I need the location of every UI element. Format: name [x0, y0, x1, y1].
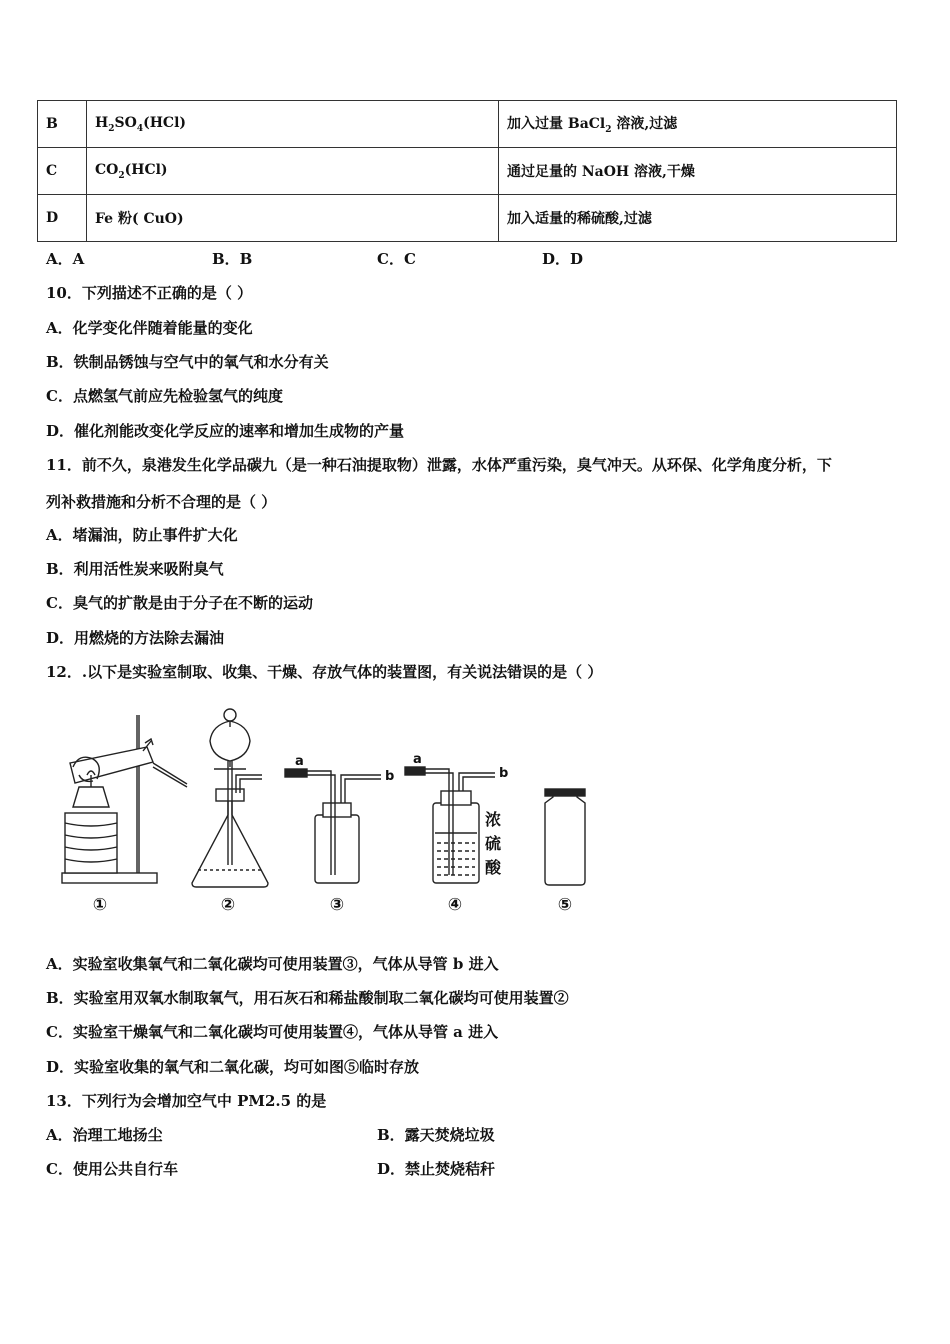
q11-option-d: D．用燃烧的方法除去漏油: [46, 629, 225, 647]
method-cell: 加入过量 BaCl$_2$ 溶液,过滤: [499, 101, 897, 148]
substance-cell: Fe 粉( CuO): [87, 195, 499, 242]
q13-option-a: A．治理工地扬尘: [46, 1126, 163, 1144]
q12-option-a: A．实验室收集氧气和二氧化碳均可使用装置③，气体从导管 b 进入: [46, 955, 499, 973]
q10-stem: 10．下列描述不正确的是（ ）: [46, 284, 253, 302]
q12-option-b: B．实验室用双氧水制取氧气，用石灰石和稀盐酸制取二氧化碳均可使用装置②: [46, 989, 569, 1007]
apparatus-label-5: ⑤: [557, 895, 573, 915]
row-label: D: [38, 195, 87, 242]
q10-option-b: B．铁制品锈蚀与空气中的氧气和水分有关: [46, 353, 329, 371]
row-label: C: [38, 148, 87, 195]
q13-option-b: B．露天焚烧垃圾: [377, 1126, 495, 1144]
q12-option-d: D．实验室收集的氧气和二氧化碳，均可如图⑤临时存放: [46, 1058, 420, 1076]
port-b-label: b: [385, 769, 395, 784]
apparatus-1-heating: [62, 715, 187, 915]
q9-option-d: D．D: [542, 250, 584, 268]
q10-option-d: D．催化剂能改变化学反应的速率和增加生成物的产量: [46, 422, 405, 440]
options-table: [37, 100, 897, 242]
q11-option-c: C．臭气的扩散是由于分子在不断的运动: [46, 594, 313, 612]
q11-stem-line1: 11．前不久，泉港发生化学品碳九（是一种石油提取物）泄露，水体严重污染，臭气冲天。从环保、化学角度分析，下: [46, 456, 832, 474]
substance-cell: $H_2SO_4(HCl)$: [87, 101, 499, 148]
method-cell: 加入适量的稀硫酸,过滤: [499, 195, 897, 242]
method-cell: 通过足量的 NaOH 溶液,干燥: [499, 148, 897, 195]
port-a-label: a: [295, 754, 304, 769]
q11-stem-line2: 列补救措施和分析不合理的是（ ）: [46, 493, 277, 511]
port-b-label: b: [499, 766, 509, 781]
q12-option-c: C．实验室干燥氧气和二氧化碳均可使用装置④，气体从导管 a 进入: [46, 1023, 499, 1041]
table-row: [38, 195, 897, 242]
apparatus-label-1: ①: [92, 895, 108, 915]
acid-label-2: 硫: [485, 834, 502, 853]
q9-option-c: C．C: [377, 250, 416, 268]
acid-label-1: 浓: [485, 810, 502, 829]
acid-label-3: 酸: [485, 858, 502, 877]
apparatus-5-storage-bottle: [545, 789, 585, 915]
apparatus-3-collection-bottle: [285, 754, 394, 915]
q10-option-c: C．点燃氢气前应先检验氢气的纯度: [46, 387, 283, 405]
table-row: [38, 101, 897, 148]
q13-option-d: D．禁止焚烧秸秆: [377, 1160, 496, 1178]
apparatus-label-2: ②: [220, 895, 236, 915]
apparatus-figure: [55, 705, 615, 920]
q13-stem: 13．下列行为会增加空气中 PM2.5 的是: [46, 1092, 327, 1110]
q9-option-b: B．B: [212, 250, 253, 268]
apparatus-label-4: ④: [447, 895, 463, 915]
q11-option-b: B．利用活性炭来吸附臭气: [46, 560, 224, 578]
apparatus-2-flask: [192, 709, 268, 915]
q12-stem: 12．.以下是实验室制取、收集、干燥、存放气体的装置图，有关说法错误的是（ ）: [46, 663, 603, 681]
q11-option-a: A．堵漏油，防止事件扩大化: [46, 526, 238, 544]
table-row: [38, 148, 897, 195]
q13-option-c: C．使用公共自行车: [46, 1160, 178, 1178]
port-a-label: a: [413, 752, 422, 767]
q10-option-a: A．化学变化伴随着能量的变化: [46, 319, 253, 337]
apparatus-4-drying-bottle: [405, 752, 508, 915]
row-label: B: [38, 101, 87, 148]
substance-cell: $CO_2(HCl)$: [87, 148, 499, 195]
q9-option-a: A．A: [46, 250, 85, 268]
apparatus-label-3: ③: [329, 895, 345, 915]
